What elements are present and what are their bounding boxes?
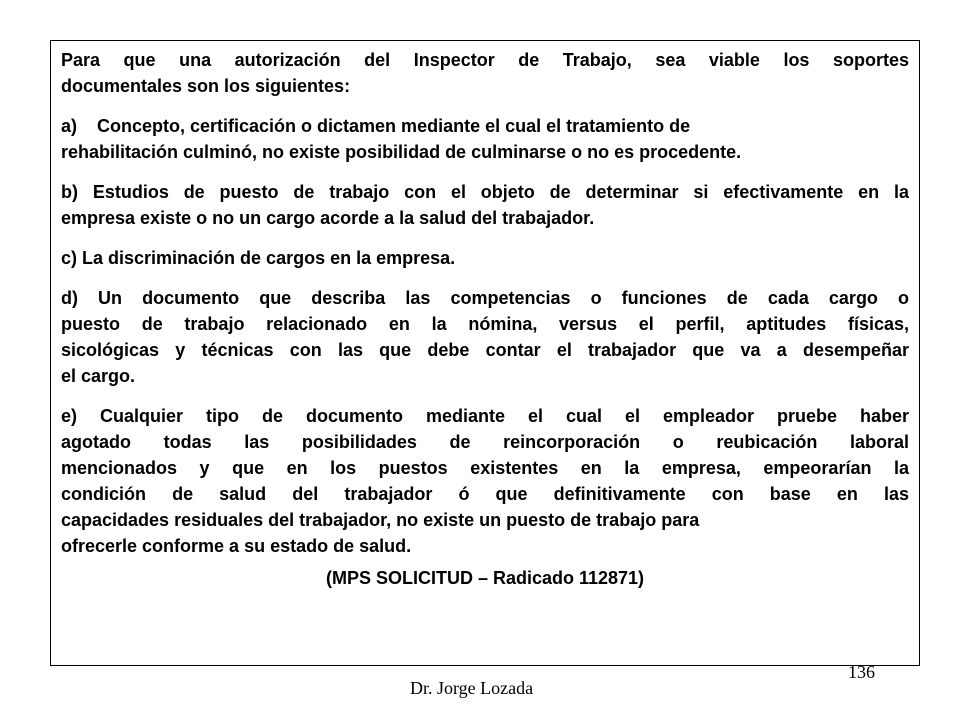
item-a-line-text: Concepto, certificación o dictamen mediante el cual el tratamiento de	[97, 116, 691, 136]
text-line: documentales son los siguientes:	[61, 76, 351, 96]
text-line: mencionados y que en los puestos existentes en la empresa, empeorarían la	[61, 458, 909, 478]
text-line: b) Estudios de puesto de trabajo con el objeto de determinar si efectivamente en la	[61, 182, 909, 202]
text-line: condición de salud del trabajador ó que definitivamente con base en las	[61, 484, 909, 504]
page-number: 136	[848, 662, 875, 682]
text-line: agotado todas las posibilidades de reincorporación o reubicación laboral	[61, 432, 909, 452]
text-line: puesto de trabajo relacionado en la nómina, versus el perfil, aptitudes físicas,	[61, 314, 909, 334]
text-line: d) Un documento que describa las competencias o funciones de cada cargo o	[61, 288, 909, 308]
text-line: sicológicas y técnicas con las que debe contar el trabajador que va a desempeñar	[61, 340, 909, 360]
intro-paragraph	[61, 47, 909, 99]
text-line: Para que una autorización del Inspector de Trabajo, sea viable los soportes	[61, 50, 909, 70]
item-e-paragraph	[61, 403, 909, 559]
text-line: el cargo.	[61, 366, 136, 386]
text-line: capacidades residuales del trabajador, no existe un puesto de trabajo para	[61, 510, 700, 530]
item-b-paragraph	[61, 179, 909, 231]
item-a-marker: a)	[61, 116, 78, 136]
text-box	[50, 40, 920, 666]
text-line: rehabilitación culminó, no existe posibilidad de culminarse o no es procedente.	[61, 142, 742, 162]
text-line: c) La discriminación de cargos en la empresa.	[61, 248, 456, 268]
text-line	[61, 113, 909, 139]
item-a-paragraph	[61, 113, 909, 165]
text-line: e) Cualquier tipo de documento mediante el cual el empleador pruebe haber	[61, 406, 909, 426]
author-footer: Dr. Jorge Lozada	[410, 678, 534, 698]
item-c-paragraph	[61, 245, 909, 271]
citation: (MPS SOLICITUD – Radicado 112871)	[325, 568, 645, 588]
text-line: empresa existe o no un cargo acorde a la salud del trabajador.	[61, 208, 595, 228]
item-d-paragraph	[61, 285, 909, 389]
text-line: ofrecerle conforme a su estado de salud.	[61, 536, 412, 556]
